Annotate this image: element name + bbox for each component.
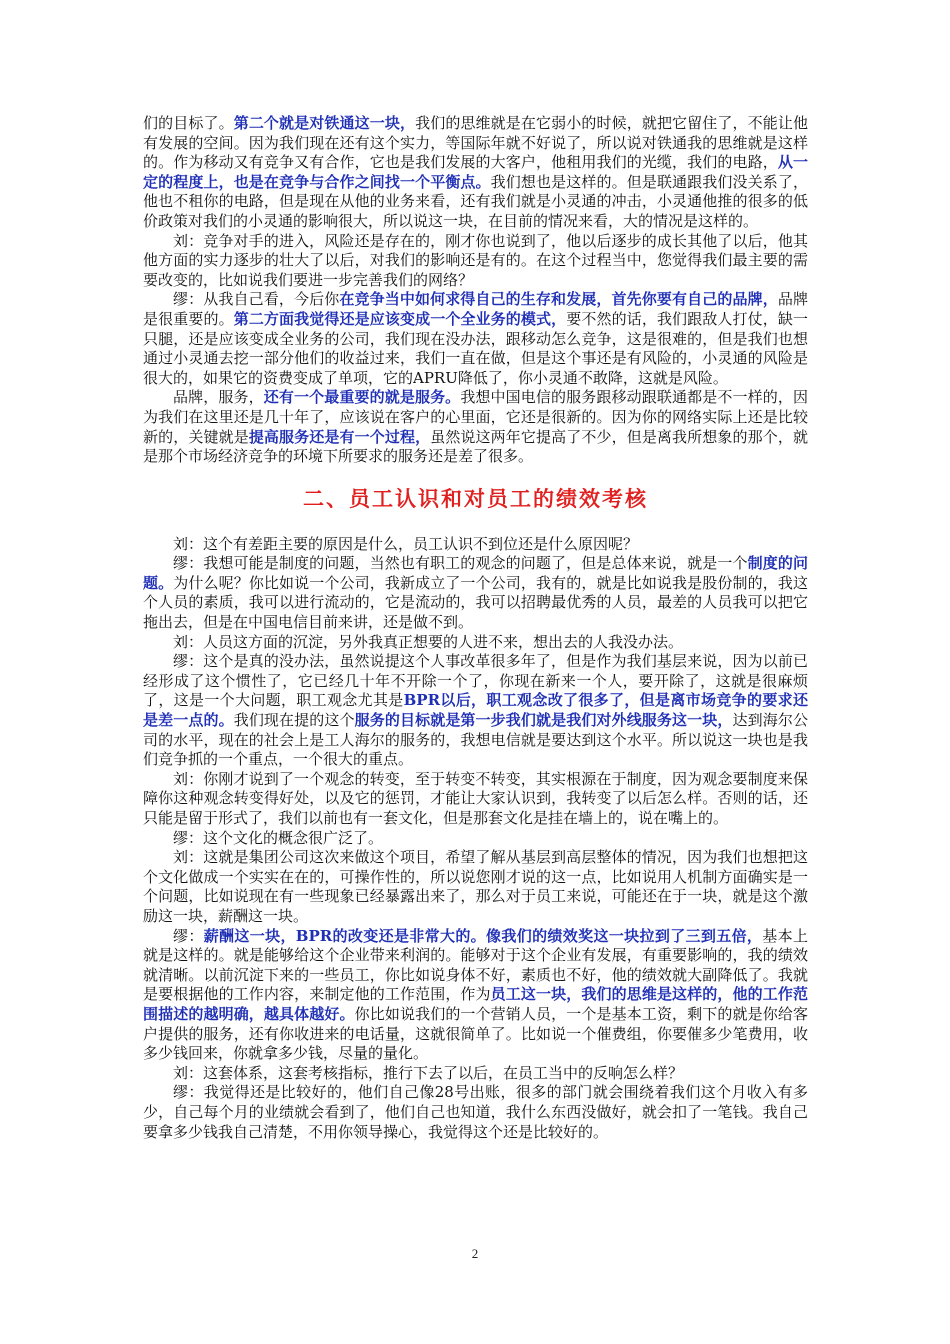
section-heading: 二、员工认识和对员工的绩效考核 <box>303 486 648 511</box>
paragraph: 刘：竞争对手的进入，风险还是存在的，刚才你也说到了，他以后逐步的成长其他了以后，他其他方面的实力逐步的壮大了以后，对我们的影响还是有的。在这个过程当中，您觉得我们最主要的需要改变的，比如说我们要进一步完善我们的网络？ <box>143 231 808 289</box>
highlight-text: 薪酬这一块，BPR的改变还是非常大的。像我们的绩效奖这一块拉到了三到五倍， <box>203 926 763 945</box>
paragraph: 缪：这个文化的概念很广泛了。 <box>173 828 384 847</box>
paragraph: 刘：你刚才说到了一个观念的转变，至于转变不转变，其实根源在于制度，因为观念要制度来保障你这种观念转变得好处，以及它的惩罚，才能让大家认识到，我转变了以后怎么样。否则的话，还只能是留于形式了，我们以前也有一套文化，但是那套文化是挂在墙上的，说在嘴上的。 <box>143 769 808 827</box>
paragraph: 们的目标了。第二个就是对铁通这一块，我们的思维就是在它弱小的时候，就把它留住了，不能让他有发展的空间。因为我们现在还有这个实力，等国际年就不好说了，所以说对铁通我的思维就是这样的。作为移动又有竞争又有合作，它也是我们发展的大客户，他租用我们的光缆，我们的电路，从一定的程度上，也是在竞争与合作之间找一个平衡点。我们想也是这样的。但是联通跟我们没关系了，他也不租你的电路，但是现在从他的业务来看，还有我们就是小灵通的冲击，小灵通他推的很多的低价政策对我们的小灵通的影响很大，所以说这一块，在目前的情况来看，大的情况是这样的。 <box>143 114 808 230</box>
paragraph: 缪：薪酬这一块，BPR的改变还是非常大的。像我们的绩效奖这一块拉到了三到五倍，基本上就是这样的。就是能够给这个企业带来利润的。能够对于这个企业有发展，有重要影响的，我的绩效就清晰。以前沉淀下来的一些员工，你比如说身体不好，素质也不好，他的绩效就大副降低了。我就是要根据他的工作内容，来制定他的工作范围，作为员工这一块，我们的思维是这样的，他的工作范围描述的越明确，越具体越好。你比如说我们的一个营销人员，一个是基本工资，剩下的就是你给客户提供的服务，还有你收进来的电话量，这就很简单了。比如说一个催费组，你要催多少笔费用，收多少钱回来，你就拿多少钱，尽量的量化。 <box>143 926 808 1063</box>
highlight-text: BPR以后，职工观念改了很多了，但是离市场竞争的要求还是差一点的。 <box>143 691 808 730</box>
document-body <box>143 114 808 1142</box>
highlight-text: 制度的问题。 <box>143 554 808 592</box>
paragraph: 缪：这个是真的没办法，虽然说提这个人事改革很多年了，但是作为我们基层来说，因为以前已经形成了这个惯性了，它已经几十年不开除一个了，你现在新来一个人，要开除了，这就是很麻烦了，这是一个大问题，职工观念尤其是BPR以后，职工观念改了很多了，但是离市场竞争的要求还是差一点的。我们现在提的这个服务的目标就是第一步我们就是我们对外线服务这一块，达到海尔公司的水平，现在的社会上是工人海尔的服务的，我想电信就是要达到这个水平。所以说这一块也是我们竞争抓的一个重点，一个很大的重点。 <box>143 652 808 769</box>
paragraph: 刘：人员这方面的沉淀，另外我真正想要的人进不来，想出去的人我没办法。 <box>173 632 684 651</box>
paragraph: 品牌，服务，还有一个最重要的就是服务。我想中国电信的服务跟移动跟联通都是不一样的，因为我们在这里还是几十年了，应该说在客户的心里面，它还是很新的。因为你的网络实际上还是比较新的，关键就是提高服务还是有一个过程，虽然说这两年它提高了不少，但是离我所想象的那个，就是那个市场经济竞争的环境下所要求的服务还是差了很多。 <box>143 388 808 466</box>
paragraph: 缪：从我自己看，今后你在竞争当中如何求得自己的生存和发展，首先你要有自己的品牌，品牌是很重要的。第二方面我觉得还是应该变成一个全业务的模式，要不然的话，我们跟敌人打仗，缺一只腿，还是应该变成全业务的公司，我们现在没办法，跟移动怎么竞争，这是很难的，但是我们也想通过小灵通去挖一部分他们的收益过来，我们一直在做，但是这个事还是有风险的，小灵通的风险是很大的，如果它的资费变成了单项，它的APRU降低了，你小灵通不敢降，这就是风险。 <box>143 290 808 387</box>
highlight-text: 第二方面我觉得还是应该变成一个全业务的模式， <box>233 309 567 328</box>
highlight-text: 还有一个最重要的就是服务。 <box>263 388 461 407</box>
paragraph: 缪：我想可能是制度的问题，当然也有职工的观念的问题了，但是总体来说，就是一个制度的问题。为什么呢？你比如说一个公司，我新成立了一个公司，我有的，就是比如说我是股份制的，我这个人员的素质，我可以进行流动的，它是流动的，我可以招聘最优秀的人员，最差的人员我可以把它拖出去，但是在中国电信目前来讲，还是做不到。 <box>143 554 808 632</box>
paragraph: 刘：这套体系，这套考核指标，推行下去了以后，在员工当中的反响怎么样？ <box>173 1063 684 1082</box>
paragraph: 刘：这个有差距主要的原因是什么，员工认识不到位还是什么原因呢？ <box>173 534 639 553</box>
highlight-text: 第二个就是对铁通这一块， <box>233 114 416 132</box>
paragraph: 缪：我觉得还是比较好的，他们自己像28号出账，很多的部门就会围绕着我们这个月收入有多少，自己每个月的业绩就会看到了，他们自己也知道，我什么东西没做好，就会扣了一笔钱。我自己要拿多少钱我自己清楚，不用你领导操心，我觉得这个还是比较好的。 <box>143 1083 808 1141</box>
highlight-text: 从一定的程度上，也是在竞争与合作之间找一个平衡点。 <box>143 153 808 191</box>
page-number: 2 <box>471 1246 479 1261</box>
highlight-text: 在竞争当中如何求得自己的生存和发展，首先你要有自己的品牌， <box>339 290 778 309</box>
highlight-text: 服务的目标就是第一步我们就是我们对外线服务这一块， <box>354 711 733 730</box>
highlight-text: 提高服务还是有一个过程， <box>248 427 431 446</box>
paragraph: 刘：这就是集团公司这次来做这个项目，希望了解从基层到高层整体的情况，因为我们也想把这个文化做成一个实实在在的，可操作性的，所以说您刚才说的这一点，比如说用人机制方面确实是一个问题，比如说现在有一些现象已经暴露出来了，那么对于员工来说，可能还在于一块，就是这个激励这一块，薪酬这一块。 <box>143 848 808 925</box>
highlight-text: 员工这一块，我们的思维是这样的，他的工作范围描述的越明确，越具体越好。 <box>143 985 808 1023</box>
